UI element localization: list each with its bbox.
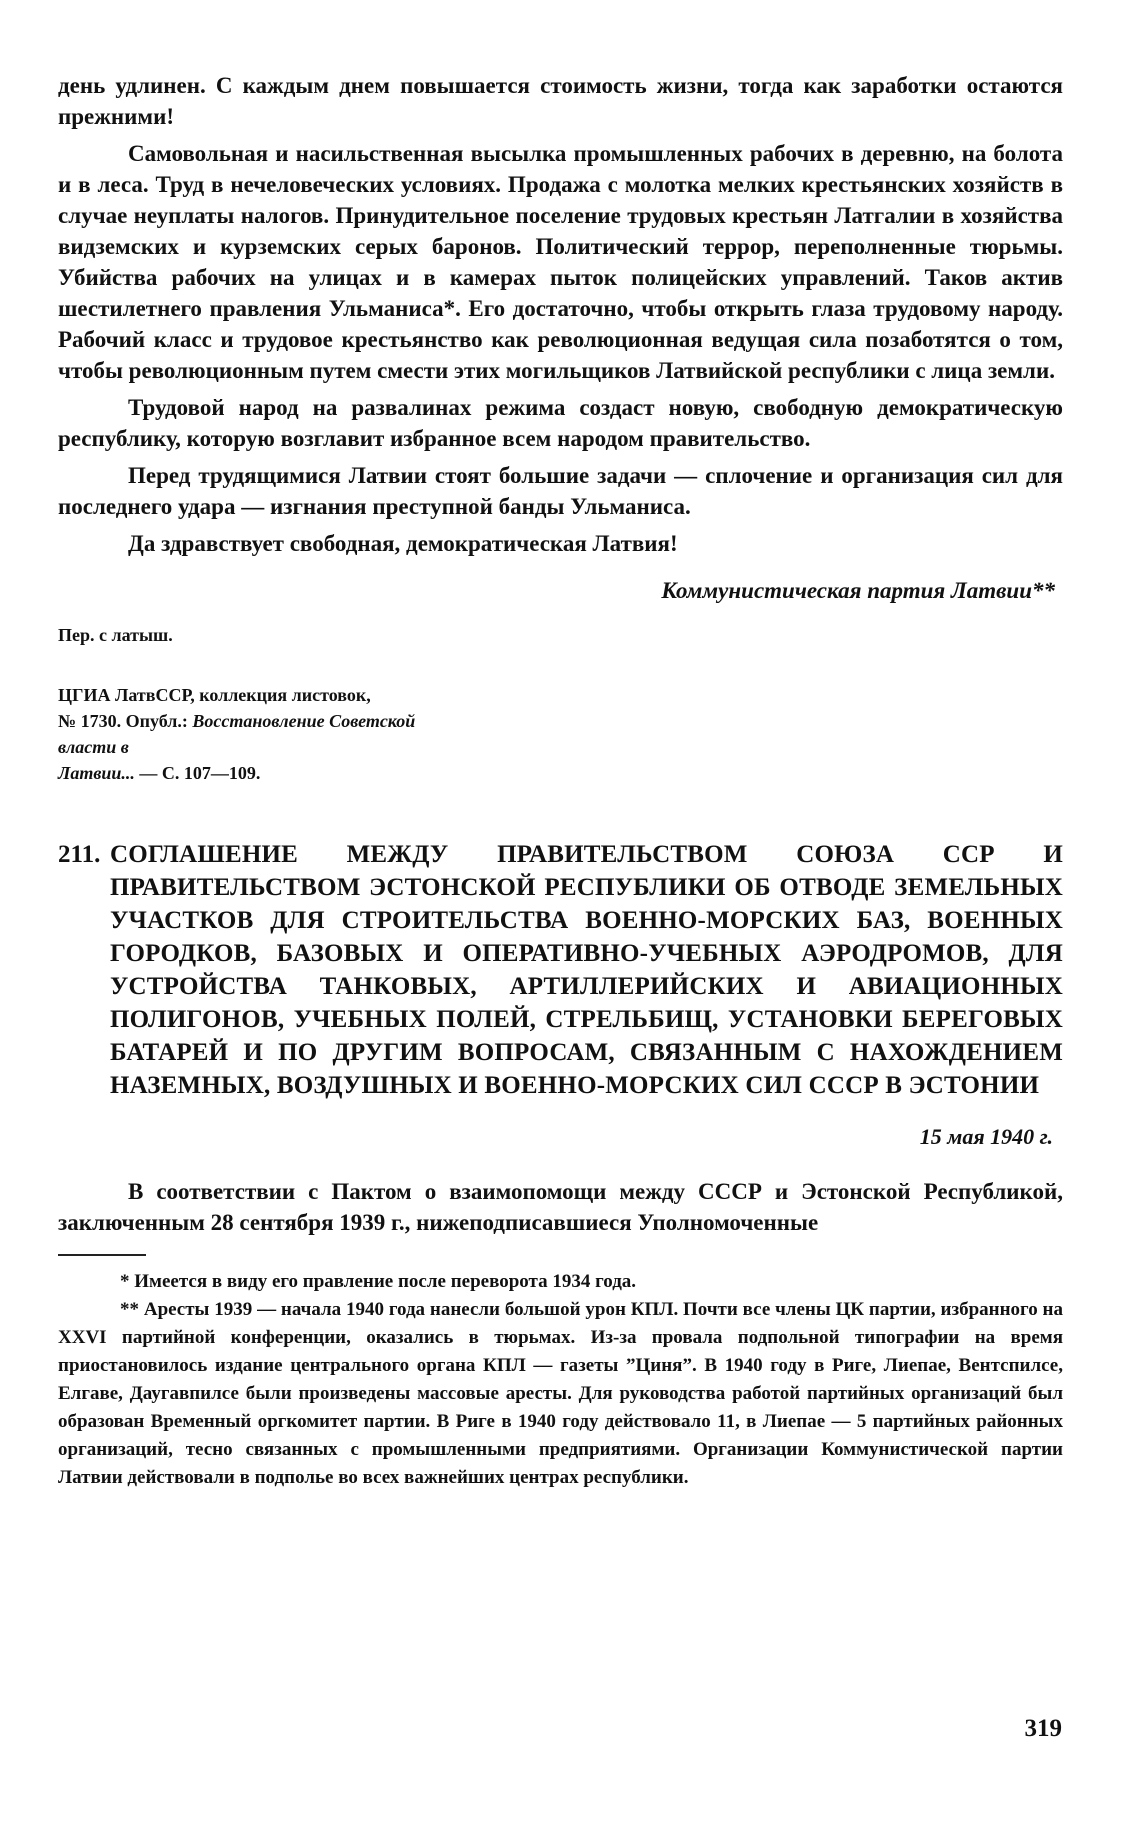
- footnote-text-1: Имеется в виду его правление после переворота 1934 года.: [129, 1271, 637, 1292]
- document-heading: [58, 838, 1063, 1102]
- archive-line-1: ЦГИА ЛатвССР, коллекция листовок,: [58, 685, 371, 705]
- footnote-marker-1: *: [120, 1271, 130, 1292]
- archive-line-2-prefix: № 1730. Опубл.:: [58, 711, 193, 731]
- archive-title: Восстановление Советской власти в: [58, 711, 416, 757]
- text-paragraph-2: Самовольная и насильственная высылка промышленных рабочих в деревню, на болота и в леса. Труд в нечеловеческих условиях. Продажа с молотка мелких крестьянских хозяйств в случае неуплаты налогов. Принудительное поселение трудовых крестьян Латгалии в хозяйства видземских и курземских серых баронов. Политический террор, переполненные тюрьмы. Убийства рабочих на улицах и в камерах пыток полицейских управлений. Таков актив шестилетнего правления Ульманиса*. Его достаточно, чтобы открыть глаза трудовому народу. Рабочий класс и трудовое крестьянство как революционная ведущая сила позаботятся о том, чтобы революционным путем смести этих могильщиков Латвийской республики с лица земли.: [58, 141, 1063, 383]
- document-signature: Коммунистическая партия Латвии**: [661, 578, 1055, 603]
- document-preamble: В соответствии с Пактом о взаимопомощи между СССР и Эстонской Республикой, заключенным 28 сентября 1939 г., нижеподписавшиеся Уполномоченные: [58, 1179, 1063, 1235]
- footnote-2: [58, 1296, 1063, 1492]
- footnote-1: [58, 1268, 1063, 1296]
- document-date: 15 мая 1940 г.: [919, 1124, 1053, 1149]
- archive-line-2: [58, 708, 448, 760]
- text-paragraph-4: Перед трудящимися Латвии стоят большие задачи — сплочение и организация сил для последнего удара — изгнания преступной банды Ульманиса.: [58, 463, 1063, 519]
- document-title: СОГЛАШЕНИЕ МЕЖДУ ПРАВИТЕЛЬСТВОМ СОЮЗА ССР И ПРАВИТЕЛЬСТВОМ ЭСТОНСКОЙ РЕСПУБЛИКИ ОБ ОТВОДЕ ЗЕМЕЛЬНЫХ УЧАСТКОВ ДЛЯ СТРОИТЕЛЬСТВА ВОЕННО-МОРСКИХ БАЗ, ВОЕННЫХ ГОРОДКОВ, БАЗОВЫХ И ОПЕРАТИВНО-УЧЕБНЫХ АЭРОДРОМОВ, ДЛЯ УСТРОЙСТВА ТАНКОВЫХ, АРТИЛЛЕРИЙСКИХ И АВИАЦИОННЫХ ПОЛИГОНОВ, УЧЕБНЫХ ПОЛЕЙ, СТРЕЛЬБИЩ, УСТАНОВКИ БЕРЕГОВЫХ БАТАРЕЙ И ПО ДРУГИМ ВОПРОСАМ, СВЯЗАННЫМ С НАХОЖДЕНИЕМ НАЗЕМНЫХ, ВОЗДУШНЫХ И ВОЕННО-МОРСКИХ СИЛ СССР В ЭСТОНИИ: [110, 841, 1063, 1099]
- text-paragraph-1: день удлинен. С каждым днем повышается стоимость жизни, тогда как заработки остаются прежними!: [58, 73, 1063, 129]
- text-paragraph-5: Да здравствует свободная, демократическая Латвия!: [128, 531, 678, 556]
- footnote-marker-2: **: [120, 1299, 139, 1320]
- footnote-text-2: Аресты 1939 — начала 1940 года нанесли большой урон КПЛ. Почти все члены ЦК партии, избранного на XXVI партийной конференции, оказались в тюрьмах. Из-за провала подпольной типографии на время приостановилось издание центрального органа КПЛ — газеты ”Циня”. В 1940 году в Риге, Лиепае, Вентспилсе, Елгаве, Даугавпилсе были произведены массовые аресты. Для руководства работой партийных организаций был образован Временный оргкомитет партии. В Риге в 1940 году действовало 11, в Лиепае — 5 партийных районных организаций, тесно связанных с промышленными предприятиями. Организации Коммунистической партии Латвии действовали в подполье во всех важнейших центрах республики.: [58, 1299, 1063, 1488]
- archive-line-3-title: Латвии...: [58, 763, 135, 783]
- archive-reference: [58, 682, 448, 786]
- source-block: [58, 622, 1063, 786]
- page-content: [58, 70, 1063, 1492]
- archive-line-3-suffix: — С. 107—109.: [134, 763, 261, 783]
- footnote-divider: [58, 1254, 146, 1256]
- text-paragraph-3: Трудовой народ на развалинах режима создаст новую, свободную демократическую республику, которую возглавит избранное всем народом правительство.: [58, 395, 1063, 451]
- document-number: 211.: [58, 841, 101, 868]
- archive-line-3: [58, 760, 448, 786]
- footnotes: [58, 1268, 1063, 1492]
- translation-note: Пер. с латыш.: [58, 625, 173, 645]
- page-number: 319: [1024, 1715, 1062, 1742]
